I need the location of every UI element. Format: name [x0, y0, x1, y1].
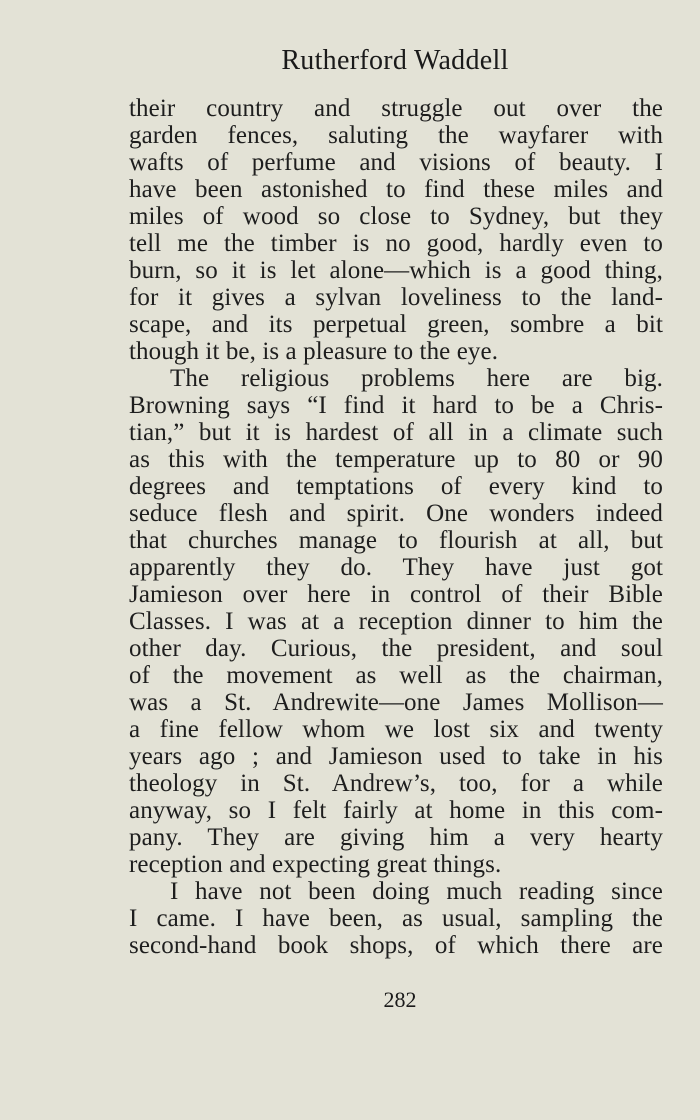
text-line: Browning says “I find it hard to be a Chris-: [129, 392, 663, 419]
text-line: apparently they do. They have just got: [129, 554, 663, 581]
text-line: miles of wood so close to Sydney, but they: [129, 203, 663, 230]
text-line: pany. They are giving him a very hearty: [129, 824, 663, 851]
text-line: that churches manage to flourish at all, but: [129, 527, 663, 554]
text-line: I have not been doing much reading since: [170, 878, 663, 905]
text-line: though it be, is a pleasure to the eye.: [129, 338, 499, 365]
text-line: years ago ; and Jamieson used to take in his: [129, 743, 663, 770]
text-line: a fine fellow whom we lost six and twenty: [129, 716, 663, 743]
text-line: Jamieson over here in control of their Bible: [129, 581, 663, 608]
text-line: wafts of perfume and visions of beauty. I: [129, 149, 663, 176]
text-line: burn, so it is let alone—which is a good thing,: [129, 257, 663, 284]
text-line: scape, and its perpetual green, sombre a bit: [129, 311, 663, 338]
text-line: second-hand book shops, of which there are: [129, 932, 663, 959]
text-line: as this with the temperature up to 80 or 90: [129, 446, 663, 473]
page-number: 282: [383, 987, 417, 1012]
text-line: of the movement as well as the chairman,: [129, 662, 663, 689]
text-line: their country and struggle out over the: [129, 95, 663, 122]
running-head-title: Rutherford Waddell: [281, 45, 509, 76]
text-line: The religious problems here are big.: [170, 365, 663, 392]
text-line: tian,” but it is hardest of all in a climate such: [129, 419, 663, 446]
text-line: seduce flesh and spirit. One wonders indeed: [129, 500, 663, 527]
body-text: [129, 95, 663, 959]
text-line: garden fences, saluting the wayfarer with: [129, 122, 663, 149]
text-line: theology in St. Andrew’s, too, for a while: [129, 770, 663, 797]
text-line: for it gives a sylvan loveliness to the land-: [129, 284, 663, 311]
text-line: reception and expecting great things.: [129, 851, 502, 878]
text-line: degrees and temptations of every kind to: [129, 473, 663, 500]
text-line: I came. I have been, as usual, sampling the: [129, 905, 663, 932]
text-line: Classes. I was at a reception dinner to him the: [129, 608, 663, 635]
text-line: was a St. Andrewite—one James Mollison—: [129, 689, 663, 716]
text-line: other day. Curious, the president, and soul: [129, 635, 663, 662]
text-line: tell me the timber is no good, hardly even to: [129, 230, 663, 257]
text-line: have been astonished to find these miles and: [129, 176, 663, 203]
text-line: anyway, so I felt fairly at home in this com-: [129, 797, 663, 824]
